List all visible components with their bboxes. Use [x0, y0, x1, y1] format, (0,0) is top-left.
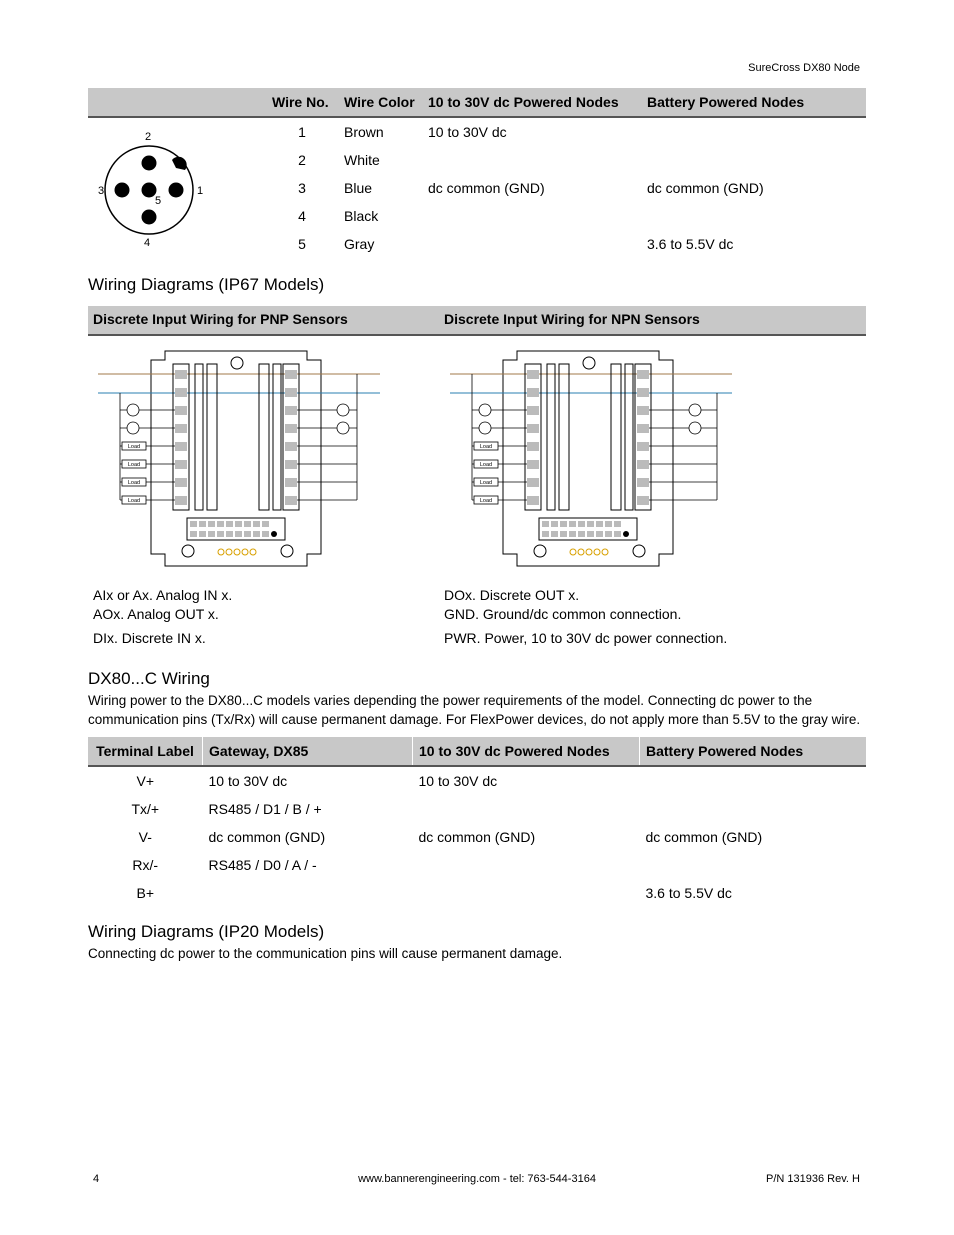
pin-label-1: 1: [197, 185, 204, 197]
dx80c-table-header: Terminal Label Gateway, DX85 10 to 30V dc Powered Nodes Battery Powered Nodes: [88, 737, 866, 766]
page-number: 4: [93, 1173, 100, 1185]
document-header: SureCross DX80 Node: [748, 62, 860, 74]
pin-label-3: 3: [98, 185, 105, 197]
table-row: V- dc common (GND) dc common (GND) dc common (GND): [138, 829, 763, 845]
legend-do: DOx. Discrete OUT x.: [444, 587, 580, 603]
npn-wiring-diagram: [447, 348, 747, 572]
table-row: Tx/+ RS485 / D1 / B / +: [131, 801, 322, 817]
dx80c-title: DX80...C Wiring: [88, 669, 210, 688]
pin-label-5: 5: [155, 195, 162, 207]
npn-header: Discrete Input Wiring for NPN Sensors: [444, 311, 700, 327]
legend-di: DIx. Discrete IN x.: [93, 630, 206, 646]
col-wire-color: Wire Color: [338, 88, 422, 117]
table-row: 3 Blue dc common (GND) dc common (GND): [298, 180, 764, 196]
ip20-text: Connecting dc power to the communication pins will cause permanent damage.: [88, 946, 563, 961]
legend-pwr: PWR. Power, 10 to 30V dc power connection.: [444, 630, 728, 646]
legend-ao: AOx. Analog OUT x.: [93, 606, 219, 622]
ip20-title: Wiring Diagrams (IP20 Models): [88, 922, 325, 941]
table-row: B+ 3.6 to 5.5V dc: [136, 885, 732, 901]
table-row: 2 White: [298, 152, 380, 168]
legend-ai: AIx or Ax. Analog IN x.: [93, 587, 233, 603]
load-label: Load: [479, 444, 493, 450]
col-battery: Battery Powered Nodes: [641, 88, 866, 117]
load-label: Load: [127, 480, 141, 486]
footer-part-number: P/N 131936 Rev. H: [766, 1173, 860, 1185]
dx80c-text: Wiring power to the DX80...C models varies depending the power requirements of the model. Connecting dc power to the communication pins (Tx/Rx) will cause permanent damage. For FlexPower devices, do not apply more than 5.5V to the gray wire.: [88, 693, 861, 727]
load-label: Load: [127, 444, 141, 450]
connector-diagram: [88, 122, 248, 252]
table-row: 2 3 5 1 4 1 Brown 10 to 30V dc: [88, 117, 866, 146]
load-label: Load: [127, 498, 141, 504]
connector-cell: [88, 117, 266, 258]
pnp-wiring-diagram: [95, 348, 395, 572]
load-label: Load: [479, 480, 493, 486]
load-label: Load: [479, 498, 493, 504]
pin-table: [88, 88, 866, 258]
table-row: Rx/- RS485 / D0 / A / -: [132, 857, 317, 873]
legend-gnd: GND. Ground/dc common connection.: [444, 606, 682, 622]
footer-contact: www.bannerengineering.com - tel: 763-544-3164: [358, 1173, 596, 1185]
ip67-title: Wiring Diagrams (IP67 Models): [88, 275, 325, 294]
table-row: 5 Gray 3.6 to 5.5V dc: [298, 236, 734, 252]
pin-table-header: [88, 88, 866, 117]
table-row: V+ 10 to 30V dc 10 to 30V dc: [136, 773, 498, 789]
col-powered: 10 to 30V dc Powered Nodes: [422, 88, 641, 117]
pnp-header: Discrete Input Wiring for PNP Sensors: [93, 311, 348, 327]
col-wire-no: Wire No.: [266, 88, 338, 117]
dx80c-table: [88, 737, 866, 907]
table-row: 4 Black: [298, 208, 379, 224]
pin-label-2: 2: [145, 131, 152, 143]
load-label: Load: [479, 462, 493, 468]
pin-label-4: 4: [144, 237, 151, 249]
ip67-header-bar: [88, 306, 866, 336]
load-label: Load: [127, 462, 141, 468]
